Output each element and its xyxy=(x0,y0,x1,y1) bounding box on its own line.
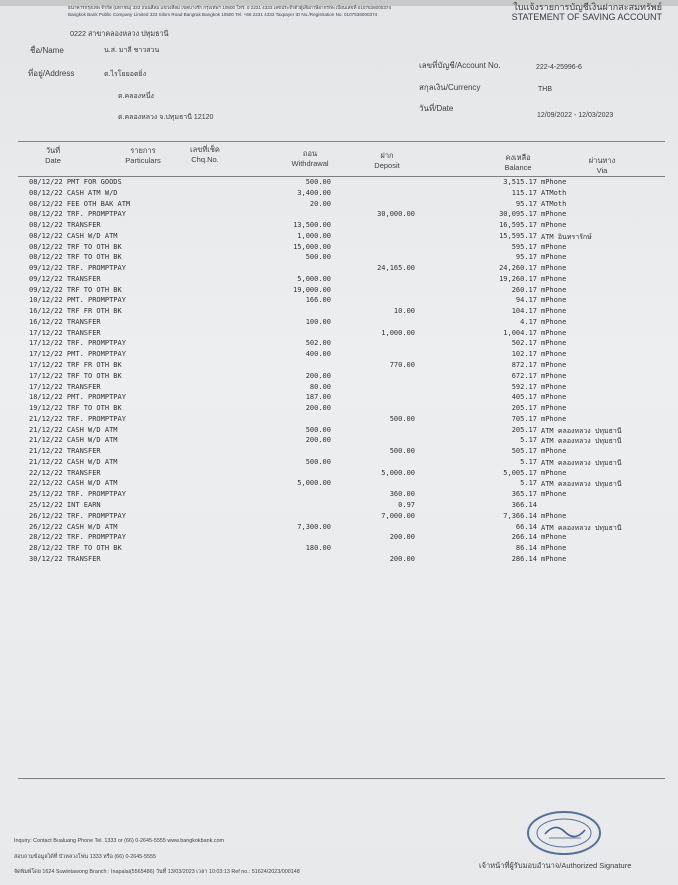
row-balance: 16,595.17 xyxy=(499,221,537,230)
row-deposit: 360.00 xyxy=(389,490,415,499)
row-via: mPhone xyxy=(541,339,567,348)
row-balance: 30,095.17 xyxy=(499,210,537,219)
row-particulars: 08/12/22 TRANSFER xyxy=(29,221,101,230)
row-particulars: 08/12/22 TRF. PROMPTPAY xyxy=(29,210,126,219)
row-particulars: 17/12/22 TRF. PROMPTPAY xyxy=(29,339,126,348)
row-particulars: 21/12/22 CASH W/D ATM xyxy=(29,457,118,466)
row-particulars: 21/12/22 TRF. PROMPTPAY xyxy=(29,414,126,423)
row-via: ATM คลองหลวง ปทุมธานี xyxy=(541,426,622,435)
row-particulars: 09/12/22 TRF. PROMPTPAY xyxy=(29,264,126,273)
col-header-via-en: Via xyxy=(596,166,608,175)
row-withdrawal: 5,000.00 xyxy=(297,479,331,488)
name-label: ชื่อ/Name xyxy=(30,46,64,55)
row-withdrawal: 100.00 xyxy=(305,317,331,326)
row-balance: 102.17 xyxy=(511,350,537,359)
row-via: mPhone xyxy=(541,350,567,359)
row-balance: 365.17 xyxy=(511,490,537,499)
row-particulars: 26/12/22 TRF. PROMPTPAY xyxy=(29,511,126,520)
footer-inquiry: Inquiry: Contact Bualuang Phone Tel. 1333 or (66) 0-2645-5555 www.bangkokbank.com xyxy=(14,838,224,844)
table-row xyxy=(0,512,678,523)
row-balance: 19,260.17 xyxy=(499,274,537,283)
row-particulars: 28/12/22 TRF. PROMPTPAY xyxy=(29,533,126,542)
table-row xyxy=(0,469,678,480)
col-header-chq-en: Chq.No. xyxy=(191,155,219,164)
account-no-value: 222-4-25996-6 xyxy=(536,64,582,71)
row-via: ATM คลองหลวง ปทุมธานี xyxy=(541,523,622,532)
row-balance: 4.17 xyxy=(520,317,537,326)
row-particulars: 09/12/22 TRF TO OTH BK xyxy=(29,285,122,294)
row-particulars: 30/12/22 TRANSFER xyxy=(29,554,101,563)
row-particulars: 17/12/22 PMT. PROMPTPAY xyxy=(29,350,126,359)
row-balance: 405.17 xyxy=(511,393,537,402)
row-deposit: 770.00 xyxy=(389,361,415,370)
row-balance: 872.17 xyxy=(511,361,537,370)
row-balance: 5.17 xyxy=(520,457,537,466)
row-withdrawal: 1,000.00 xyxy=(297,231,331,240)
row-balance: 205.17 xyxy=(511,404,537,413)
col-header-date-en: Date xyxy=(45,156,61,165)
row-particulars: 22/12/22 TRANSFER xyxy=(29,468,101,477)
row-balance: 672.17 xyxy=(511,371,537,380)
row-balance: 260.17 xyxy=(511,285,537,294)
col-header-balance-th: คงเหลือ xyxy=(505,153,531,162)
col-header-balance xyxy=(490,153,546,173)
col-header-balance-en: Balance xyxy=(504,163,532,172)
row-particulars: 08/12/22 CASH W/D ATM xyxy=(29,231,118,240)
col-header-deposit xyxy=(362,151,412,171)
row-particulars: 17/12/22 TRF TO OTH BK xyxy=(29,371,122,380)
row-balance: 502.17 xyxy=(511,339,537,348)
row-withdrawal: 180.00 xyxy=(305,544,331,553)
table-row xyxy=(0,189,678,200)
row-via: mPhone xyxy=(541,221,567,230)
table-row xyxy=(0,415,678,426)
row-particulars: 08/12/22 FEE OTH BAK ATM xyxy=(29,199,131,208)
row-via: mPhone xyxy=(541,554,567,563)
address-line-1: ต.ไรโยยอตยิ่ง xyxy=(104,71,147,78)
col-header-date-th: วันที่ xyxy=(45,146,61,155)
row-balance: 5.17 xyxy=(520,436,537,445)
table-row xyxy=(0,243,678,254)
row-balance: 7,366.14 xyxy=(503,511,537,520)
row-via: mPhone xyxy=(541,393,567,402)
row-via: mPhone xyxy=(541,371,567,380)
row-via: ATMoth xyxy=(541,188,567,197)
bank-address-en: Bangkok Bank Public Company Limited 333 Silom Road Bangrak Bangkok 10500 Tel. +66 2231 4333 Taxpayer ID No./Registration No. 0107536000374 xyxy=(68,12,378,17)
row-particulars: 19/12/22 TRF TO OTH BK xyxy=(29,404,122,413)
row-via: mPhone xyxy=(541,296,567,305)
currency-value: THB xyxy=(538,86,552,93)
table-row xyxy=(0,555,678,566)
row-via: mPhone xyxy=(541,178,567,186)
table-row xyxy=(0,232,678,243)
row-deposit: 200.00 xyxy=(389,554,415,563)
row-balance: 595.17 xyxy=(511,242,537,251)
row-particulars: 17/12/22 TRANSFER xyxy=(29,328,101,337)
transaction-table xyxy=(0,178,678,566)
table-row xyxy=(0,447,678,458)
table-row xyxy=(0,501,678,512)
row-balance: 66.14 xyxy=(515,522,537,531)
row-via: mPhone xyxy=(541,210,567,219)
row-withdrawal: 20.00 xyxy=(309,199,331,208)
row-deposit: 500.00 xyxy=(389,447,415,456)
col-header-withdrawal-en: Withdrawal xyxy=(291,159,329,168)
col-header-withdrawal xyxy=(280,149,340,169)
row-withdrawal: 200.00 xyxy=(305,436,331,445)
row-via: ATM คลองหลวง ปทุมธานี xyxy=(541,480,622,489)
row-withdrawal: 502.00 xyxy=(305,339,331,348)
row-withdrawal: 80.00 xyxy=(309,382,331,391)
row-deposit: 1,000.00 xyxy=(381,328,415,337)
row-deposit: 200.00 xyxy=(389,533,415,542)
row-via: mPhone xyxy=(541,317,567,326)
table-row xyxy=(0,339,678,350)
row-particulars: 21/12/22 CASH W/D ATM xyxy=(29,436,118,445)
table-bottom-rule xyxy=(18,778,665,779)
bank-stamp-icon xyxy=(525,808,603,858)
col-header-particulars-th: รายการ xyxy=(130,146,156,155)
col-header-deposit-th: ฝาก xyxy=(380,151,394,160)
row-particulars: 25/12/22 TRF. PROMPTPAY xyxy=(29,490,126,499)
table-row xyxy=(0,178,678,189)
bank-address-th: ธนาคารกรุงเทพ จำกัด (มหาชน) 333 ถนนสีลม แขวงสีลม เขตบางรัก กรุงเทพฯ 10500 โทร. 0 2231 4333 เลขประจำตัวผู้เสียภาษีอากร/ทะเบียนเลขที่ 0107536000374 xyxy=(68,5,391,10)
row-via: ATMoth xyxy=(541,199,567,208)
table-row xyxy=(0,479,678,490)
row-withdrawal: 500.00 xyxy=(305,457,331,466)
statement-title-en: STATEMENT OF SAVING ACCOUNT xyxy=(511,12,662,22)
table-row xyxy=(0,275,678,286)
row-balance: 1,004.17 xyxy=(503,328,537,337)
row-withdrawal: 200.00 xyxy=(305,371,331,380)
address-line-3: ต.คลองหลวง จ.ปทุมธานี 12120 xyxy=(118,114,214,121)
row-balance: 205.17 xyxy=(511,425,537,434)
row-balance: 104.17 xyxy=(511,307,537,316)
table-row xyxy=(0,307,678,318)
row-withdrawal: 500.00 xyxy=(305,425,331,434)
date-range-value: 12/09/2022 - 12/03/2023 xyxy=(537,112,614,119)
row-via: mPhone xyxy=(541,264,567,273)
row-via: mPhone xyxy=(541,307,567,316)
date-label: วันที่/Date xyxy=(419,104,454,113)
row-deposit: 10.00 xyxy=(393,307,415,316)
table-row xyxy=(0,404,678,415)
table-row xyxy=(0,393,678,404)
table-row xyxy=(0,318,678,329)
col-header-deposit-en: Deposit xyxy=(374,161,400,170)
row-particulars: 26/12/22 CASH W/D ATM xyxy=(29,522,118,531)
row-particulars: 25/12/22 INT EARN xyxy=(29,500,101,509)
row-particulars: 10/12/22 PMT. PROMPTPAY xyxy=(29,296,126,305)
table-row xyxy=(0,200,678,211)
row-particulars: 17/12/22 TRANSFER xyxy=(29,382,101,391)
row-balance: 95.17 xyxy=(515,199,537,208)
row-via: mPhone xyxy=(541,242,567,251)
row-deposit: 30,000.00 xyxy=(377,210,415,219)
table-row xyxy=(0,372,678,383)
row-balance: 5.17 xyxy=(520,479,537,488)
row-via: mPhone xyxy=(541,511,567,520)
table-row xyxy=(0,436,678,447)
col-header-particulars-en: Particulars xyxy=(125,156,161,165)
table-row xyxy=(0,221,678,232)
row-particulars: 21/12/22 TRANSFER xyxy=(29,447,101,456)
row-via: mPhone xyxy=(541,468,567,477)
row-via: mPhone xyxy=(541,490,567,499)
row-via: mPhone xyxy=(541,533,567,542)
authorized-signature-label: เจ้าหน้าที่ผู้รับมอบอำนาจ/Authorized Signature xyxy=(479,861,632,870)
name-value: น.ส. มาลี ชาวสวน xyxy=(104,47,160,54)
col-header-date xyxy=(28,146,78,166)
row-balance: 592.17 xyxy=(511,382,537,391)
table-row xyxy=(0,458,678,469)
branch-name: 0222 สาขาคลองหลวง ปทุมธานี xyxy=(70,29,169,38)
table-row xyxy=(0,286,678,297)
table-row xyxy=(0,426,678,437)
row-via: mPhone xyxy=(541,544,567,553)
table-row xyxy=(0,350,678,361)
row-withdrawal: 3,400.00 xyxy=(297,188,331,197)
row-via: mPhone xyxy=(541,404,567,413)
row-deposit: 5,000.00 xyxy=(381,468,415,477)
row-balance: 24,260.17 xyxy=(499,264,537,273)
row-particulars: 09/12/22 TRANSFER xyxy=(29,274,101,283)
row-withdrawal: 500.00 xyxy=(305,253,331,262)
col-header-chq xyxy=(180,145,230,165)
row-deposit: 0.97 xyxy=(398,500,415,509)
row-deposit: 24,165.00 xyxy=(377,264,415,273)
row-withdrawal: 166.00 xyxy=(305,296,331,305)
row-particulars: 18/12/22 PMT. PROMPTPAY xyxy=(29,393,126,402)
row-via: mPhone xyxy=(541,328,567,337)
row-via: ATM คลองหลวง ปทุมธานี xyxy=(541,458,622,467)
row-withdrawal: 7,300.00 xyxy=(297,522,331,531)
row-via: mPhone xyxy=(541,285,567,294)
row-deposit: 7,000.00 xyxy=(381,511,415,520)
row-via: mPhone xyxy=(541,361,567,370)
row-particulars: 16/12/22 TRANSFER xyxy=(29,317,101,326)
row-balance: 94.17 xyxy=(515,296,537,305)
row-balance: 366.14 xyxy=(511,500,537,509)
row-withdrawal: 187.00 xyxy=(305,393,331,402)
table-row xyxy=(0,210,678,221)
row-via: ATM อินทรารักษ์ xyxy=(541,232,592,241)
col-header-via-th: ผ่านทาง xyxy=(588,156,616,165)
row-withdrawal: 400.00 xyxy=(305,350,331,359)
row-via: mPhone xyxy=(541,414,567,423)
row-particulars: 08/12/22 TRF TO OTH BK xyxy=(29,253,122,262)
row-withdrawal: 500.00 xyxy=(305,178,331,186)
row-balance: 266.14 xyxy=(511,533,537,542)
header-top-rule xyxy=(18,141,665,142)
row-withdrawal: 13,500.00 xyxy=(293,221,331,230)
currency-label: สกุลเงิน/Currency xyxy=(419,83,481,92)
row-via: ATM คลองหลวง ปทุมธานี xyxy=(541,437,622,446)
row-withdrawal: 5,000.00 xyxy=(297,274,331,283)
statement-title xyxy=(512,2,662,22)
row-particulars: 22/12/22 CASH W/D ATM xyxy=(29,479,118,488)
table-row xyxy=(0,296,678,307)
address-label: ที่อยู่/Address xyxy=(28,69,75,78)
bank-address-block xyxy=(68,4,391,18)
row-withdrawal: 19,000.00 xyxy=(293,285,331,294)
header-bottom-rule xyxy=(18,176,665,177)
row-deposit: 500.00 xyxy=(389,414,415,423)
row-particulars: 08/12/22 PMT FOR GOODS xyxy=(29,178,122,186)
row-balance: 86.14 xyxy=(515,544,537,553)
table-row xyxy=(0,383,678,394)
col-header-chq-th: เลขที่เช็ค xyxy=(190,145,220,154)
table-row xyxy=(0,329,678,340)
row-particulars: 08/12/22 CASH ATM W/D xyxy=(29,188,118,197)
col-header-via xyxy=(572,156,632,176)
row-balance: 3,515.17 xyxy=(503,178,537,186)
row-particulars: 16/12/22 TRF FR OTH BK xyxy=(29,307,122,316)
row-via: mPhone xyxy=(541,382,567,391)
row-withdrawal: 200.00 xyxy=(305,404,331,413)
row-particulars: 17/12/22 TRF FR OTH BK xyxy=(29,361,122,370)
footer-inquiry-th: สอบถามข้อมูลได้ที่ บัวหลวงโฟน 1333 หรือ (66) 0-2645-5555 xyxy=(14,854,157,860)
row-balance: 505.17 xyxy=(511,447,537,456)
row-via: mPhone xyxy=(541,447,567,456)
row-balance: 705.17 xyxy=(511,414,537,423)
row-balance: 286.14 xyxy=(511,554,537,563)
row-balance: 95.17 xyxy=(515,253,537,262)
col-header-withdrawal-th: ถอน xyxy=(302,149,318,158)
footer-printed-by: จัดพิมพ์โดย 1624 Suwintawong Branch : Inapalai(5565486) วันที่ 13/03/2023 เวลา 10:03:13 Ref no.: 51624/2023/000148 xyxy=(14,869,300,875)
row-balance: 115.17 xyxy=(511,188,537,197)
statement-title-th: ใบแจ้งรายการบัญชีเงินฝากสะสมทรัพย์ xyxy=(513,2,662,12)
table-row xyxy=(0,361,678,372)
table-row xyxy=(0,253,678,264)
account-no-label: เลขที่บัญชี/Account No. xyxy=(419,61,501,70)
table-row xyxy=(0,544,678,555)
row-particulars: 08/12/22 TRF TO OTH BK xyxy=(29,242,122,251)
table-row xyxy=(0,533,678,544)
row-via: mPhone xyxy=(541,253,567,262)
address-line-2: ต.คลองหนึ่ง xyxy=(118,93,154,100)
row-withdrawal: 15,000.00 xyxy=(293,242,331,251)
table-row xyxy=(0,490,678,501)
row-particulars: 21/12/22 CASH W/D ATM xyxy=(29,425,118,434)
table-row xyxy=(0,264,678,275)
row-via: mPhone xyxy=(541,274,567,283)
row-balance: 5,005.17 xyxy=(503,468,537,477)
col-header-particulars xyxy=(108,146,178,166)
table-row xyxy=(0,523,678,534)
row-particulars: 28/12/22 TRF TO OTH BK xyxy=(29,544,122,553)
row-balance: 15,595.17 xyxy=(499,231,537,240)
